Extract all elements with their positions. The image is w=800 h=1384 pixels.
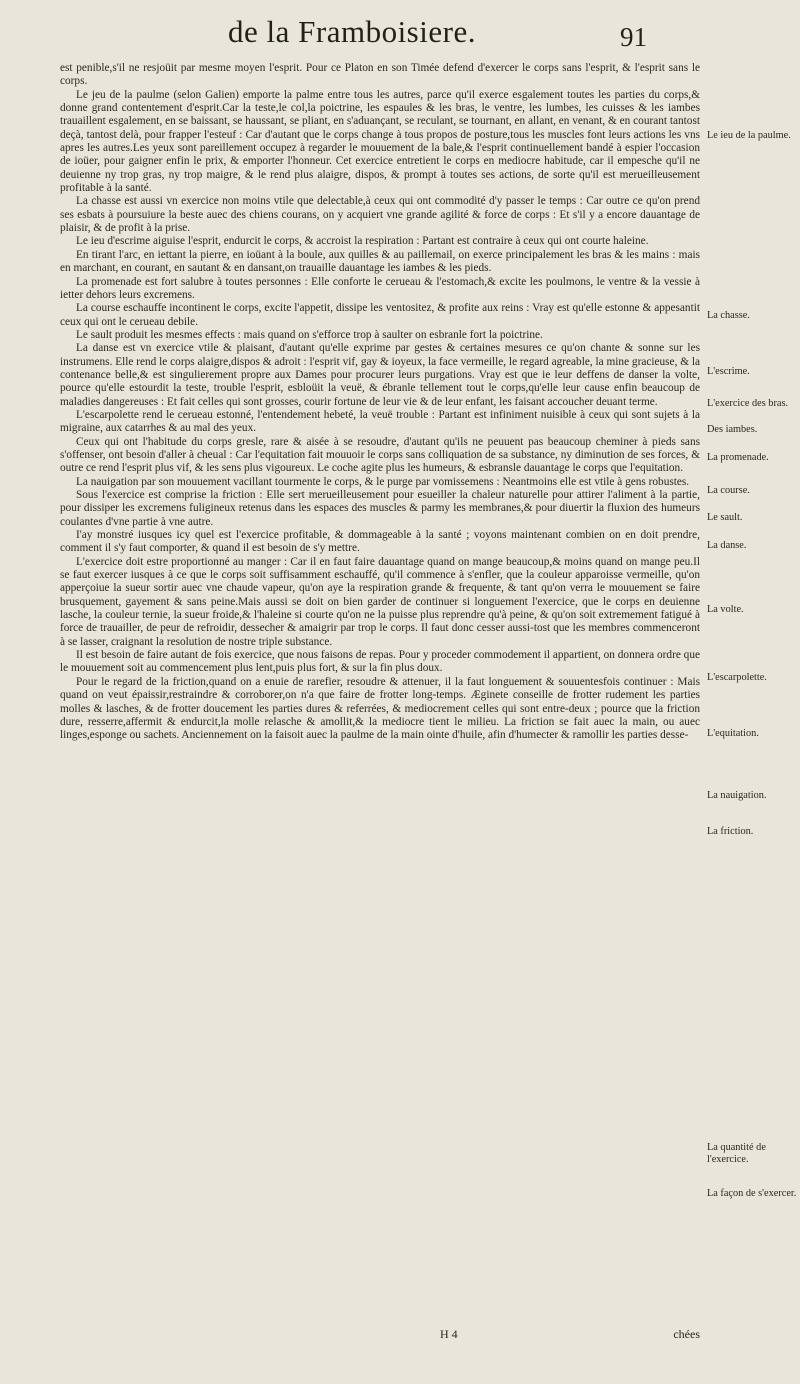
paragraph-transition: I'ay monstré iusques icy quel est l'exercice profitable, & dommageable à la santé ; voyons maintenant combien on en doit prendre, comment il s'y faut comporter, & quand il est besoin de s'y mettre. [60,529,700,555]
paragraph-continuation: est penible,s'il ne resjoüit par mesme moyen l'esprit. Pour ce Platon en son Timée defend d'exercer le corps sans l'esprit, & l'esprit sans le corps. [60,62,700,88]
body-text [60,62,700,743]
paragraph-escrime: Le ieu d'escrime aiguise l'esprit, endurcit le corps, & accroist la respiration : Partant est contraire à ceux qui ont courte haleine. [76,235,649,248]
margin-note-facon: La façon de s'exercer. [707,1188,797,1199]
paragraph-paulme: Le jeu de la paulme (selon Galien) emporte la palme entre tous les autres, parce qu'il exerce esgalement toutes les parties du corps,& donne grand contentement d'esprit.Car la teste,le col,la poictrine, les espaules & les bras, le ventre, les lumbes, les cuisses & les iambes trauaillent esgalement, en se baissant, se haussant, se pliant, en s'aduançant, se reculant, se tournant, en allant, en venant, & en courant tantost deçà, tantost delà, pour frapper l'esteuf : Car d'autant que le corps change à tous propos de posture,tous les muscles font leurs actions les vns apres les autres.Les yeux sont pareillement occupez à regarder le mouuement de la bale,& l'esprit continuellement bandé à espier l'occasion de ioüer, pour gaigner enfin le prix, & emporter l'honneur. Cet exercice entretient le corps en mediocre habitude, car il empesche qu'il ne deuienne ny trop gras, ny trop maigre, & le rend plus alaigre, dispos, & prompt à toutes ses actions, de sorte qu'il est merueilleusement profitable à la santé. [60,88,700,195]
margin-note-friction: La friction. [707,826,754,837]
paragraph-chasse: La chasse est aussi vn exercice non moins vtile que delectable,à ceux qui ont commodité d'y passer le temps : Car outre ce qu'on prend ses esbats à poursuiure la beste auec des chiens courans, on y acquiert vne grande agilité & force de corps : Et s'il y a encore dauantage de plaisir, & de profit à la prise. [60,195,700,235]
paragraph-friction: Sous l'exercice est comprise la friction : Elle sert merueilleusement pour esueiller la chaleur naturelle pour attirer l'aliment à la partie, pour dissiper les excremens fuligineux retenus dans les espaces des muscles & parmy les membranes,& pour diuertir la fluxion des humeurs coulantes d'vne partie à vne autre. [60,489,700,528]
margin-note-iambes: Des iambes. [707,424,758,435]
page-header [0,14,800,54]
margin-note-chasse: La chasse. [707,310,750,321]
margin-note-nauigation: La nauigation. [707,790,767,801]
paragraph-bras-iambes: En tirant l'arc, en iettant la pierre, en ioüant à la boule, aux quilles & au paillemail, on exerce principalement les bras & les mains : mais en marchant, en courant, en sautant & en dansant,on trauaille dauantage les iambes & les pieds. [60,248,700,275]
page-number: 91 [620,22,647,52]
catchword: chées [673,1327,700,1341]
signature-mark: H 4 [440,1327,458,1341]
paragraph-quantite: Il est besoin de faire autant de fois exercice, que nous faisons de repas. Pour y proceder commodement il appartient, on donnera ordre que le mouuement soit au commencement plus lent,puis plus fort, & sur la fin plus doux. [60,649,700,675]
page-footer [60,1327,700,1341]
margin-note-sault: Le sault. [707,512,743,523]
paragraph-nauigation: La nauigation par son mouuement vacillant tourmente le corps, & le purge par vomissemens : Neantmoins elle est vtile à gens robustes. [76,475,690,488]
margin-note-course: La course. [707,485,750,496]
paragraph-proportion: L'exercice doit estre proportionné au manger : Car il en faut faire dauantage quand on mange beaucoup,& moins quand on mange peu.Il se faut exercer iusques à ce que le corps soit suffisamment eschauffé, qu'il commence à s'enfler, que la couleur apparoisse vermeille, qu'on apperçoiue la sueur sortir auec vne chaude vapeur, qu'on aye la respiration grande & frequente, & tant qu'on verra le mouuement se faire brusquement, gayement & sans peine.Mais aussi se doit on bien garder de continuer si longuement l'exercice, que le corps en deuienne lasche, la couleur ternie, la sueur froide,& l'haleine si courte qu'on ne la puisse plus reprendre qu'à peine, & qu'on soit extremement fatigué à force de trauailler, de peur de refroidir, dessecher & amaigrir par trop le corps. Il faut donc cesser aussi-tost que les membres commenceront à se lasser, craignant la resolution de nostre triple substance. [60,555,700,648]
margin-note-paulme: Le ieu de la paulme. [707,130,791,141]
margin-note-escarpolette: L'escarpolette. [707,672,767,683]
margin-note-escrime: L'escrime. [707,366,750,377]
paragraph-escarpolette: L'escarpolette rend le cerueau estonné, l'entendement hebeté, la veuë trouble : Partant est infiniment nuisible à ceux qui sont sujets à la migraine, aux catarrhes & au mal des yeux. [60,408,700,435]
margin-note-bras: L'exercice des bras. [707,398,789,409]
running-title: de la Framboisiere. [228,14,476,49]
paragraph-sault: Le sault produit les mesmes effects : mais quand on s'efforce trop à saulter on esbranle fort la poictrine. [76,328,543,341]
paragraph-course: La course eschauffe incontinent le corps, excite l'appetit, dissipe les ventositez, & profite aux reins : Vray est qu'elle estonne & appesantit ceux qui ont le cerueau debile. [60,302,700,328]
margin-note-equitation: L'equitation. [707,728,759,739]
paragraph-equitation: Ceux qui ont l'habitude du corps gresle, rare & aisée à se resoudre, d'autant qu'ils ne peuuent pas beaucoup cheminer à pieds sans s'offenser, ont besoin d'aller à cheual : Car l'equitation fait mouuoir le corps sans colliquation de sa substance, ny diminution de ses forces, & outre ce rend l'esprit plus vif, & les sens plus vigoureux. Le coche agite plus les humeurs, & esbransle dauantage le corps que l'equitation. [60,435,700,475]
paragraph-promenade: La promenade est fort salubre à toutes personnes : Elle conforte le cerueau & l'estomach,& excite les poulmons, le ventre & la vessie à ietter dehors leurs excremens. [60,275,700,301]
paragraph-danse: La danse est vn exercice vtile & plaisant, d'autant qu'elle exprime par gestes & certaines mesures ce qu'on chante & sonne sur les instrumens. Elle rend le corps alaigre,dispos & adroit : l'esprit vif, gay & ioyeux, la face vermeille, le regard agreable, la mine gracieuse, & la contenance belle,& est singulierement propre aux Dames pour procurer leurs purgations. Vray est que ie leur deffens de danser la volte, pource qu'elle estourdit la teste, trouble l'esprit, esbloüit la veuë, & ébranle tellement tout le corps,qu'elle leur cause enfin beaucoup de maladies dangereuses : Et fait celles qui sont grosses, courir fortune de leur vie & de leur enfant, les faisant accoucher deuant terme. [60,342,700,408]
margin-note-danse: La danse. [707,540,747,551]
paragraph-facon: Pour le regard de la friction,quand on a enuie de rarefier, resoudre & attenuer, il la faut longuement & souuentesfois continuer : Mais quand on veut épaissir,restraindre & corroborer,on n'a que faire de frotter long-temps. Æginete conseille de frotter rudement les parties molles & lasches, & de frotter doucement les parties dures & referrées, & mediocrement celles qui sont entre-deux ; pource que la friction dure, resserre,affermit & endurcit,la molle relasche & amollit,& la mediocre tient le milieu. La friction se fait auec la main, ou auec linges,esponge ou sachets. Anciennement on la faisoit auec la paulme de la main ointe d'huile, afin d'humecter & ramollir les parties desse- [60,675,700,742]
margin-note-volte: La volte. [707,604,744,615]
margin-note-quantite: La quantité de l'exercice. [707,1142,766,1165]
margin-note-promenade: La promenade. [707,452,769,463]
